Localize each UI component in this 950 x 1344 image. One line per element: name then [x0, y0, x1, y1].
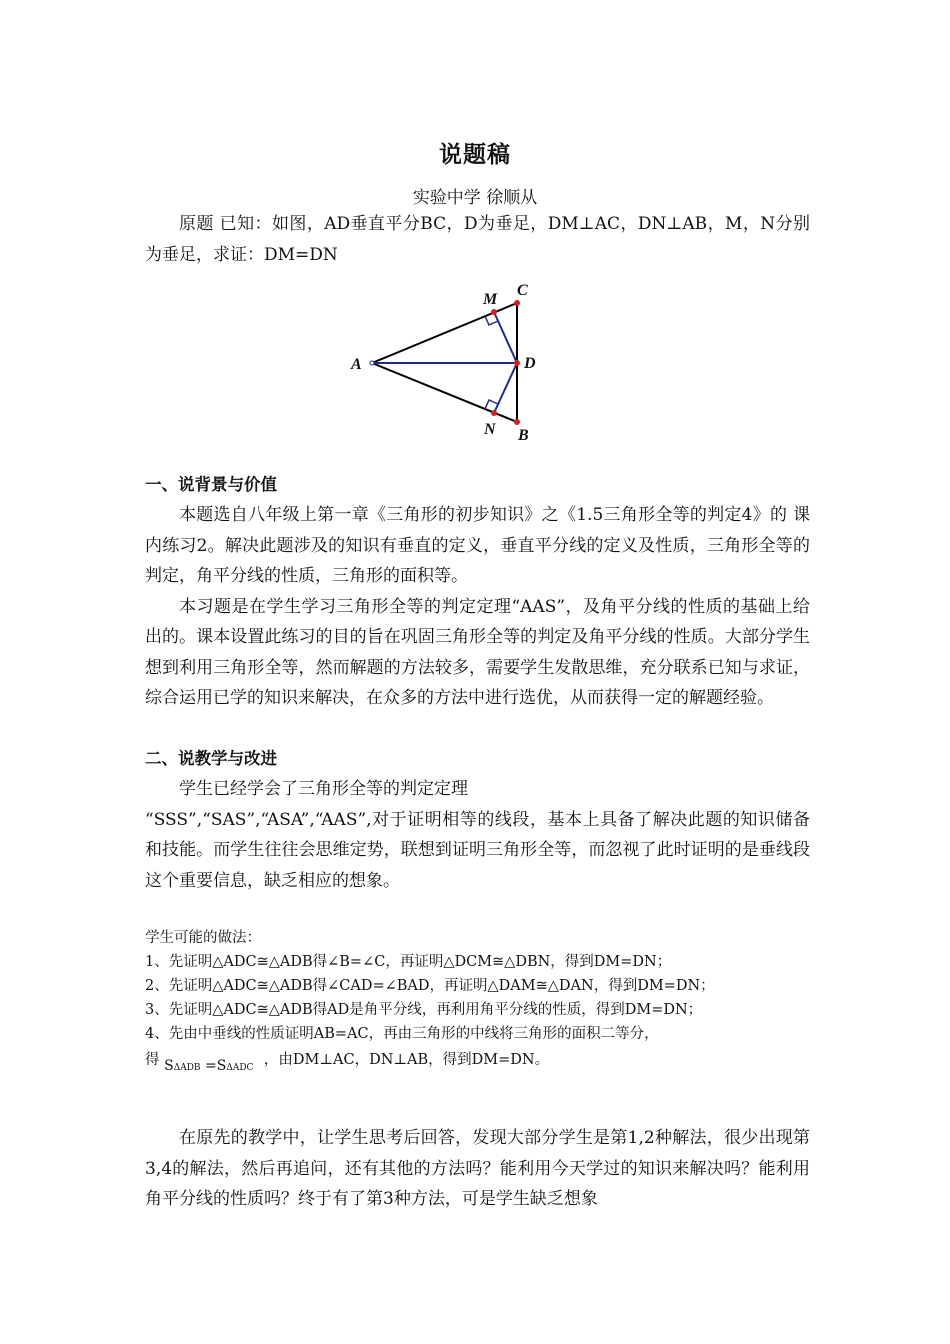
label-B: B — [518, 427, 529, 444]
point-C — [514, 300, 520, 306]
section1-paragraph-1: 本题选自八年级上第一章《三角形的初步知识》之《1.5三角形全等的判定4》的 课内练习2。解决此题涉及的知识有垂直的定义，垂直平分线的定义及性质，三角形全等的判定，角平分线的性质，三角形的面积等。 — [145, 505, 810, 586]
method-item-3: 3、先证明△ADC≅△ADB得AD是角平分线，再利用角平分线的性质，得到DM=DN； — [145, 1002, 703, 1018]
page-title: 说题稿 — [439, 142, 511, 168]
point-D — [514, 360, 520, 366]
label-M: M — [483, 291, 498, 308]
section-closing — [145, 1123, 810, 1215]
section-heading-1: 一、说背景与价值 — [145, 475, 277, 494]
formula-suffix: ，由DM⊥AC，DN⊥AB，得到DM=DN。 — [263, 1052, 550, 1068]
author-line: 实验中学 徐顺从 — [412, 188, 538, 208]
point-N — [491, 410, 497, 416]
label-D: D — [524, 355, 536, 372]
problem-text: 原题 已知：如图，AD垂直平分BC，D为垂足，DM⊥AC，DN⊥AB，M，N分别为垂足，求证：DM=DN — [145, 214, 810, 265]
methods-intro: 学生可能的做法： — [145, 930, 261, 946]
method-item-4: 4、先由中垂线的性质证明AB=AC，再由三角形的中线将三角形的面积二等分， — [145, 1026, 659, 1042]
method-item-1: 1、先证明△ADC≅△ADB得∠B=∠C，再证明△DCM≅△DBN，得到DM=DN； — [145, 954, 672, 970]
method-item-4-continued — [145, 1048, 810, 1074]
section1-paragraph-2: 本习题是在学生学习三角形全等的判定定理“AAS”，及角平分线的性质的基础上给出的。课本设置此练习的目的旨在巩固三角形全等的判定及角平分线的性质。大部分学生想到利用三角形全等，然而解题的方法较多，需要学生发散思维，充分联系已知与求证，综合运用已学的知识来解决，在众多的方法中进行选优，从而获得一定的解题经验。 — [145, 596, 810, 708]
segment-DM — [494, 312, 517, 363]
section-heading-2: 二、说教学与改进 — [145, 749, 277, 768]
area-formula: SΔADB =SΔADC — [164, 1058, 254, 1074]
section-background — [145, 470, 810, 714]
formula-prefix: 得 — [145, 1052, 160, 1068]
section2-paragraph-2: “SSS”,“SAS”,“ASA”,“AAS”,对于证明相等的线段，基本上具备了解决此题的知识储备和技能。而学生往往会思维定势，联想到证明三角形全等，而忽视了此时证明的是垂线段这个重要信息，缺乏相应的想象。 — [145, 809, 810, 891]
label-N: N — [484, 421, 496, 438]
section2-paragraph-1: 学生已经学会了三角形全等的判定定理 — [179, 779, 468, 799]
point-M — [491, 309, 497, 315]
label-C: C — [517, 282, 528, 299]
problem-statement — [145, 209, 810, 270]
segment-DN — [494, 363, 517, 413]
closing-paragraph: 在原先的教学中，让学生思考后回答，发现大部分学生是第1,2种解法，很少出现第3,4的解法，然后再追问，还有其他的方法吗？能利用今天学过的知识来解决吗？能利用角平分线的性质吗？终于有了第3种方法，可是学生缺乏想象 — [145, 1128, 810, 1209]
method-item-2: 2、先证明△ADC≅△ADB得∠CAD=∠BAD，再证明△DAM≅△DAN，得到DM=DN； — [145, 978, 715, 994]
inner-segments — [372, 312, 517, 413]
section-teaching — [145, 744, 810, 896]
point-A — [370, 361, 374, 365]
point-B — [514, 419, 520, 425]
geometry-figure — [340, 278, 560, 448]
label-A: A — [351, 356, 362, 373]
methods-list — [145, 926, 810, 1074]
